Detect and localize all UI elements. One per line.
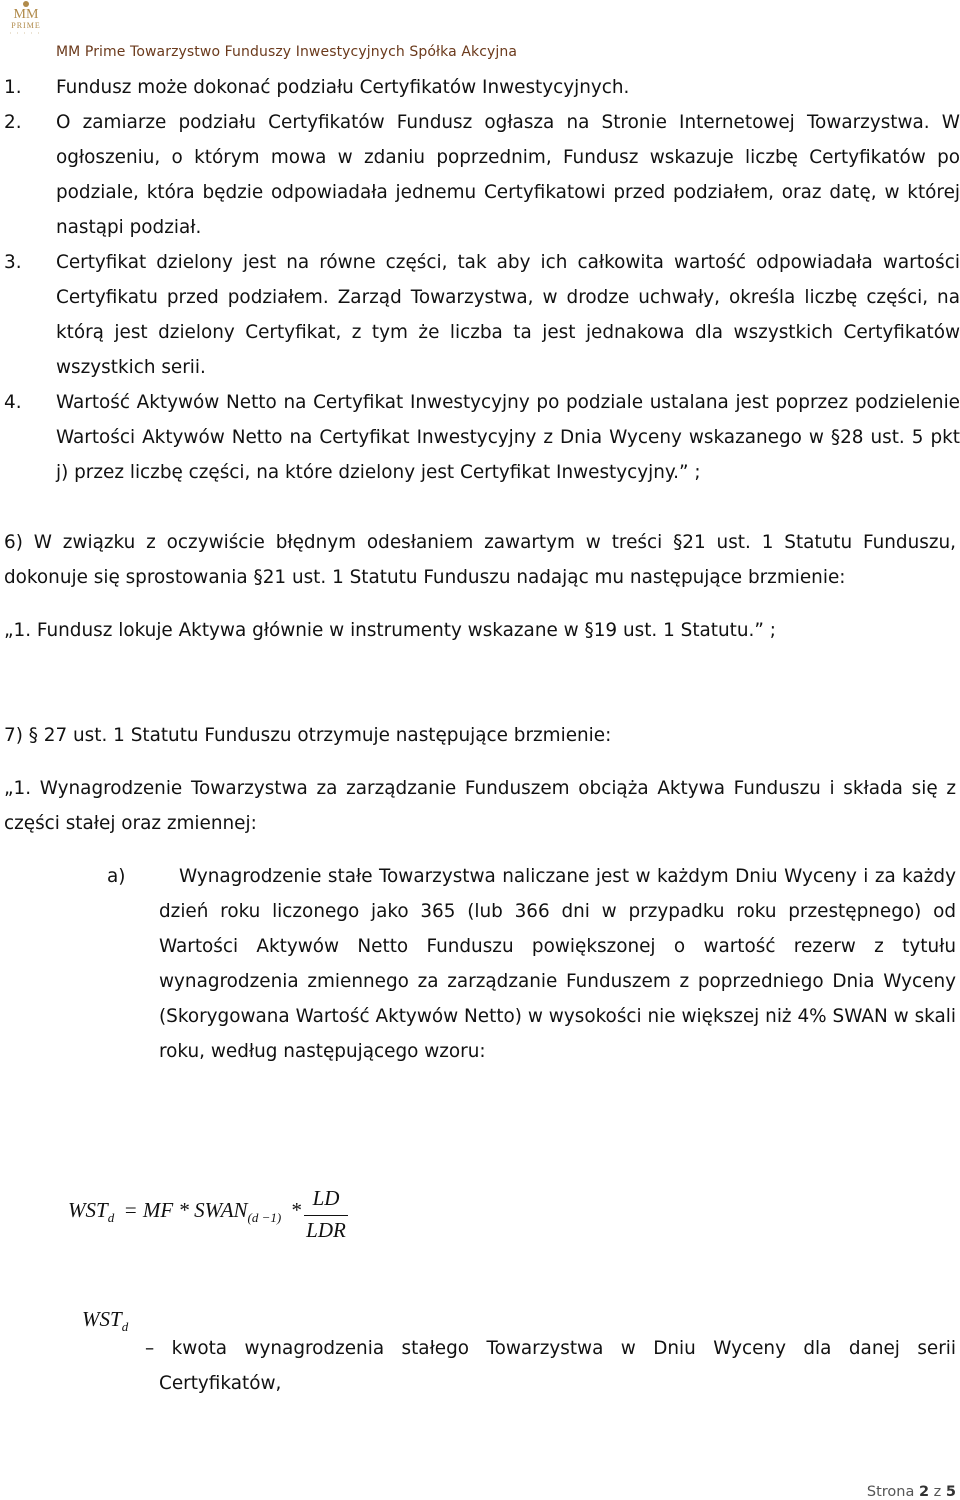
list-item-text: Fundusz może dokonać podziału Certyfikatów Inwestycyjnych.	[56, 77, 630, 98]
section-6-text: 6) W związku z oczywiście błędnym odesłaniem zawartym w treści §21 ust. 1 Statutu Funduszu, dokonuje się sprostowania §21 ust. 1 Statutu Funduszu nadając mu następujące brzmienie:	[4, 532, 956, 588]
formula-lhs: WST	[68, 1198, 108, 1222]
list-item-text: O zamiarze podziału Certyfikatów Fundusz ogłasza na Stronie Internetowej Towarzystwa. W ogłoszeniu, o którym mowa w zdaniu poprzednim, Fundusz wskazuje liczbę Certyfikatów po podziale, która będzie odpowiadała jednemu Certyfikatowi przed podziałem, oraz datę, w której nastąpi podział.	[56, 112, 960, 238]
formula-rhs: = MF * SWAN	[123, 1198, 248, 1222]
sub-item-text: Wynagrodzenie stałe Towarzystwa naliczane jest w każdym Dniu Wyceny i za każdy dzień roku liczonego jako 365 (lub 366 dni w przypadku roku przestępnego) od Wartości Aktywów Netto Funduszu powiększonej o wartość rezerw z tytułu wynagrodzenia zmiennego za zarządzanie Funduszem z poprzedniego Dnia Wyceny (Skorygowana Wartość Aktywów Netto) w wysokości nie większej niż 4% SWAN w skali roku, według następującego wzoru:	[159, 866, 956, 1062]
header-company-name: MM Prime Towarzystwo Funduszy Inwestycyjnych Spółka Akcyjna	[56, 44, 518, 60]
section-6-quote: „1. Fundusz lokuje Aktywa głównie w instrumenty wskazane w §19 ust. 1 Statutu.” ;	[4, 620, 776, 641]
footer-page-label: Strona	[866, 1484, 915, 1500]
list-item	[0, 105, 960, 245]
footer-page-number: 2	[918, 1484, 930, 1500]
definition-symbol-subscript: d	[121, 1319, 129, 1335]
fraction-bar	[304, 1215, 348, 1216]
section-7-quote: „1. Wynagrodzenie Towarzystwa za zarządzanie Funduszem obciąża Aktywa Funduszu i składa się z części stałej oraz zmiennej:	[4, 778, 956, 834]
footer-total-pages: 5	[945, 1484, 956, 1500]
list-item-number: 4.	[4, 392, 22, 413]
formula-fraction	[304, 1186, 348, 1248]
list-item-number: 1.	[4, 77, 22, 98]
definition-symbol-main: WST	[82, 1307, 122, 1331]
document-body	[0, 70, 960, 1069]
sub-item-letter: a)	[107, 866, 126, 887]
list-item-text: Certyfikat dzielony jest na równe części, tak aby ich całkowita wartość odpowiadała wartości Certyfikatu przed podziałem. Zarząd Towarzystwa, w drodze uchwały, określa liczbę części, na którą jest dzielony Certyfikat, z tym że liczba ta jest jednakowa dla wszystkich Certyfikatów wszystkich serii.	[56, 252, 960, 378]
svg-text:MM: MM	[13, 7, 39, 22]
formula-rhs-subscript: (d −1)	[247, 1210, 282, 1226]
list-item	[0, 245, 960, 385]
formula-denominator: LDR	[306, 1218, 346, 1242]
formula-lhs-subscript: d	[107, 1210, 115, 1226]
list-item	[0, 70, 960, 105]
formula-times: *	[290, 1198, 301, 1222]
definition-text	[145, 1331, 956, 1401]
svg-text:PRIME: PRIME	[11, 21, 41, 30]
sub-item-a	[0, 859, 960, 1069]
list-item-number: 2.	[4, 112, 22, 133]
company-logo	[4, 0, 48, 36]
list-item-text: Wartość Aktywów Netto na Certyfikat Inwestycyjny po podziale ustalana jest poprzez podzielenie Wartości Aktywów Netto na Certyfikat Inwestycyjny z Dnia Wyceny wskazanego w §28 ust. 5 pkt j) przez liczbę części, na które dzielony jest Certyfikat Inwestycyjny.” ;	[56, 392, 960, 483]
footer-of: z	[933, 1484, 942, 1500]
section-7-text: 7) § 27 ust. 1 Statutu Funduszu otrzymuje następujące brzmienie:	[4, 725, 612, 746]
formula	[68, 1186, 368, 1256]
list-item-number: 3.	[4, 252, 22, 273]
definition-description: – kwota wynagrodzenia stałego Towarzystwa w Dniu Wyceny dla danej serii Certyfikatów,	[145, 1338, 956, 1394]
definition-symbol	[82, 1307, 128, 1335]
page-footer	[867, 1484, 956, 1500]
list-item	[0, 385, 960, 490]
formula-numerator: LD	[312, 1186, 340, 1210]
